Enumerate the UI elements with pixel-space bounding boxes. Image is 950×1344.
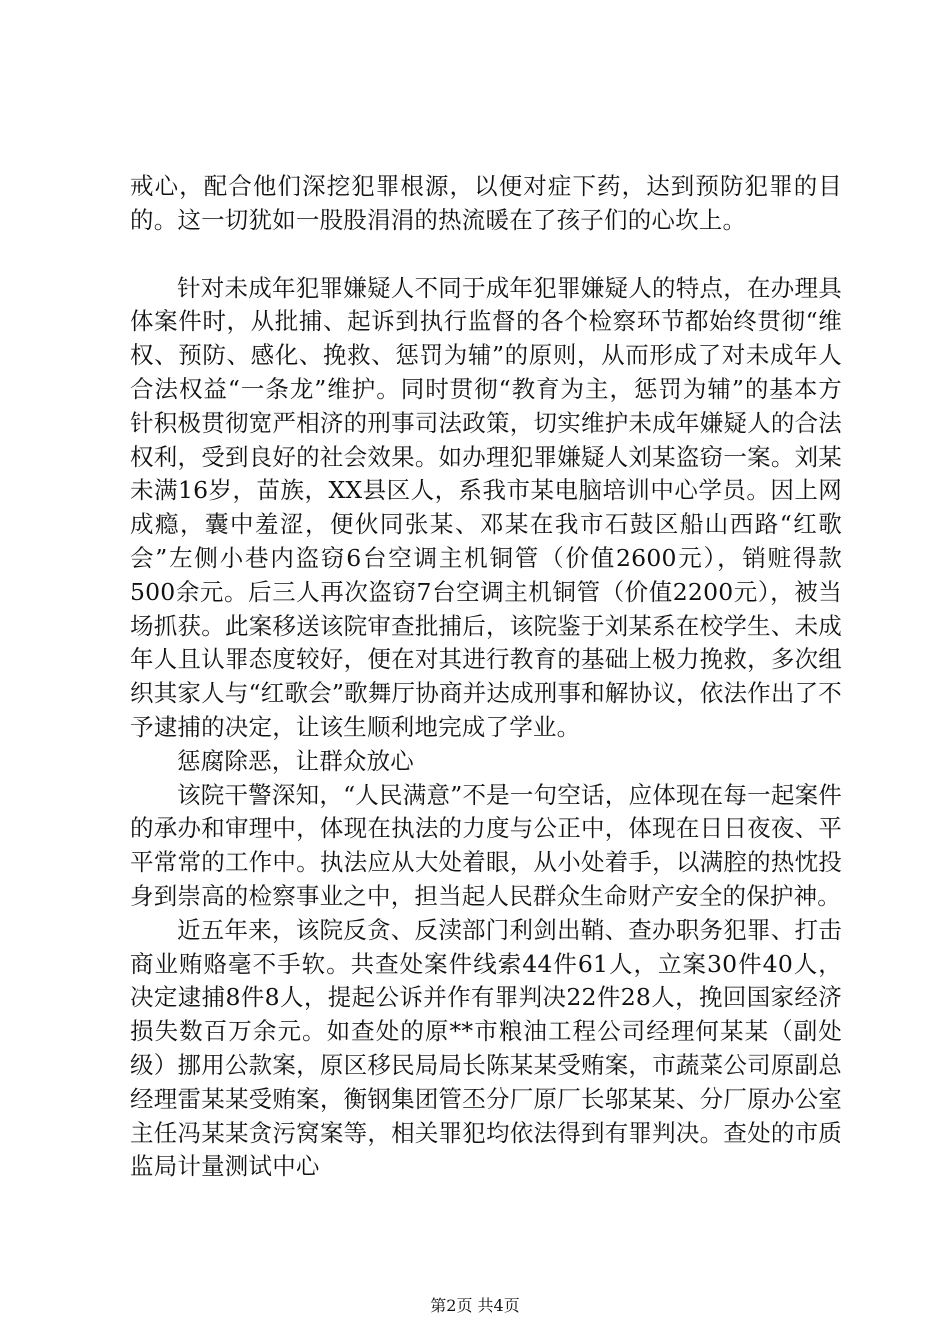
paragraph-minor-case: 针对未成年犯罪嫌疑人不同于成年犯罪嫌疑人的特点，在办理具体案件时，从批捕、起诉到执行监督的各个检察环节都始终贯彻“维权、预防、感化、挽救、惩罚为辅”的原则，从而形成了对未成年人合法权益“一条龙”维护。同时贯彻“教育为主，惩罚为辅”的基本方针积极贯彻宽严相济的刑事司法政策，切实维护未成年嫌疑人的合法权利，受到良好的社会效果。如办理犯罪嫌疑人刘某盗窃一案。刘某未满16岁，苗族，XX县区人，系我市某电脑培训中心学员。因上网成瘾，囊中羞涩，便伙同张某、邓某在我市石鼓区船山西路“红歌会”左侧小巷内盗窃6台空调主机铜管（价值2600元），销赃得款500余元。后三人再次盗窃7台空调主机铜管（价值2200元），被当场抓获。此案移送该院审查批捕后，该院鉴于刘某系在校学生、未成年人且认罪态度较好，便在对其进行教育的基础上极力挽救，多次组织其家人与“红歌会”歌舞厅协商并达成刑事和解协议，依法作出了不予逮捕的决定，让该生顺利地完成了学业。 [130,273,842,741]
paragraph-continuation: 戒心，配合他们深挖犯罪根源，以便对症下药，达到预防犯罪的目的。这一切犹如一股股涓涓的热流暖在了孩子们的心坎上。 [130,172,842,234]
paragraph-police-awareness: 该院干警深知，“人民满意”不是一句空话，应体现在每一起案件的承办和审理中，体现在执法的力度与公正中，体现在日日夜夜、平平常常的工作中。执法应从大处着眼，从小处着手，以满腔的热忱投身到崇高的检察事业之中，担当起人民群众生命财产安全的保护神。 [130,780,842,910]
page-number-footer: 第2页 共4页 [430,1296,520,1315]
paragraph-gap [130,238,842,272]
document-body [130,170,842,1184]
paragraph-anti-corruption: 近五年来，该院反贪、反渎部门利剑出鞘、查办职务犯罪、打击商业贿赂毫不手软。共查处案件线索44件61人，立案30件40人，决定逮捕8件8人，提起公诉并作有罪判决22件28人，挽回国家经济损失数百万余元。如查处的原**市粮油工程公司经理何某某（副处级）挪用公款案，原区移民局局长陈某某受贿案，市蔬菜公司原副总经理雷某某受贿案，衡钢集团管丕分厂原厂长邬某某、分厂原办公室主任冯某某贪污窝案等，相关罪犯均依法得到有罪判决。查处的市质监局计量测试中心 [130,915,842,1181]
section-heading: 惩腐除恶，让群众放心 [177,746,414,775]
